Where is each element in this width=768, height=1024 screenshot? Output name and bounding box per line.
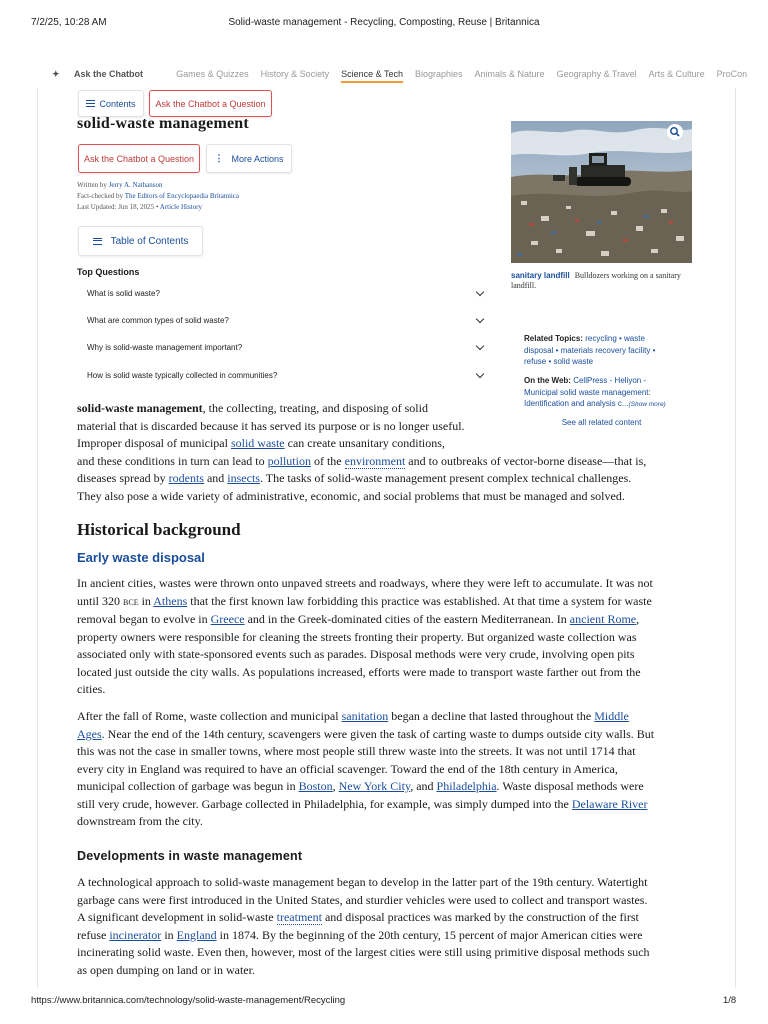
link-insects[interactable]: insects (227, 471, 260, 485)
link-england[interactable]: England (176, 927, 217, 942)
table-of-contents-label: Table of Contents (110, 235, 189, 247)
more-actions-label: More Actions (231, 153, 284, 164)
web-link2[interactable]: Municipal solid waste management: (524, 387, 651, 397)
question-item[interactable] (87, 316, 483, 325)
text-line (77, 708, 697, 726)
article-history-link[interactable]: Article History (159, 203, 202, 211)
caption-title[interactable]: sanitary landfill (511, 271, 570, 280)
related-topics-links1[interactable]: recycling • waste (585, 334, 645, 343)
intro-text: diseases spread by (77, 471, 169, 485)
intro-text: and (203, 471, 228, 485)
print-footer-url: https://www.britannica.com/technology/solid-waste-management/Recycling (31, 995, 346, 1006)
link-middle-ages[interactable]: Middle (594, 709, 629, 723)
last-updated-text: Last Updated: Jun 18, 2025 (77, 203, 155, 211)
question-text: Why is solid-waste management important? (87, 343, 243, 352)
intro-paragraph (77, 400, 692, 505)
text: . Near the end of the 14th century, scavengers were given the task of carting waste to dumps outside city walls. But (101, 726, 655, 741)
nav-chatbot-label: Ask the Chatbot (74, 69, 144, 79)
text-line: as open dumping on land or in water. (77, 962, 255, 977)
text-line (77, 611, 697, 629)
written-by-label: Written by (77, 181, 107, 189)
intro-text: Improper disposal of municipal (77, 436, 231, 450)
text: . Waste disposal methods were (496, 779, 644, 793)
intro-text: of the (310, 453, 345, 468)
link-greece[interactable]: Greece (210, 612, 245, 626)
nav-item-history[interactable]: History & Society (260, 69, 330, 79)
nav-item-games[interactable]: Games & Quizzes (176, 69, 249, 79)
intro-line (77, 470, 692, 488)
section-heading-historical: Historical background (77, 520, 241, 539)
text: and disposal practices was marked by the construction of the first (321, 910, 639, 924)
sparkle-icon: ✦ (52, 69, 63, 79)
meta-bullet: • (155, 203, 159, 211)
fact-checker-link[interactable]: The Editors of Encyclopaedia Britannica (124, 192, 239, 200)
text: began a decline that lasted throughout the (388, 709, 595, 723)
link-middle-ages-cont[interactable]: Ages (77, 726, 102, 741)
nav-item-science[interactable]: Science & Tech (341, 69, 403, 83)
text: in (138, 593, 154, 608)
top-navigation (52, 69, 759, 83)
print-datetime: 7/2/25, 10:28 AM (31, 17, 107, 28)
landfill-illustration (511, 121, 692, 263)
nav-item-biographies[interactable]: Biographies (415, 69, 463, 79)
last-updated (77, 203, 202, 211)
article-title: solid-waste management (77, 115, 249, 132)
paragraph-early-2 (77, 708, 697, 831)
related-topics-line1 (524, 333, 692, 345)
text-line (77, 796, 697, 814)
text: in 1874. By the beginning of the 20th century, 15 percent of major American cities were (216, 927, 643, 942)
contents-button[interactable] (78, 90, 144, 117)
text: that the first known law forbidding this practice was established. At that time a system for waste (187, 593, 652, 608)
intro-text: can create unsanitary conditions, (284, 436, 445, 450)
web-link3[interactable]: Identification and analysis c... (524, 399, 629, 408)
text-line: A technological approach to solid-waste management began to develop in the latter part of the 19th century. Watertight (77, 875, 648, 889)
text: refuse (77, 927, 110, 942)
text: municipal collection of garbage was begun in (77, 779, 299, 793)
text: , (636, 612, 640, 626)
author-link[interactable]: Jerry A. Nathanson (108, 181, 163, 189)
fact-checked-label: Fact-checked by (77, 192, 124, 200)
print-footer-page: 1/8 (723, 995, 737, 1006)
image-caption (511, 271, 693, 291)
text: , (332, 779, 339, 793)
intro-line (77, 453, 692, 471)
web-link1[interactable]: CellPress - Heliyon - (573, 376, 647, 385)
intro-text: and to outbreaks of vector-borne disease—that is, (405, 453, 647, 468)
intro-line: They also pose a wide variety of administrative, economic, and social problems that must be managed and solved. (77, 488, 625, 503)
text-line: incinerating solid waste. Even then, however, most of the largest cities were still using primitive disposal methods such (77, 945, 650, 959)
paragraph-developments (77, 874, 697, 979)
text: and in the Greek-dominated cities of the eastern Mediterranean. In (244, 612, 570, 626)
subsection-heading-developments: Developments in waste management (77, 849, 303, 863)
menu-icon (93, 238, 102, 245)
text-line (77, 778, 697, 796)
contents-label: Contents (99, 98, 136, 109)
nav-chatbot[interactable] (52, 69, 155, 83)
paragraph-early-1 (77, 575, 697, 699)
related-topics (524, 333, 692, 368)
nav-item-procon[interactable]: ProCon (716, 69, 748, 79)
intro-text: , the collecting, treating, and disposing of solid (202, 401, 428, 415)
intro-line (77, 435, 692, 453)
question-text: How is solid waste typically collected in communities? (87, 371, 278, 380)
see-all-related-link[interactable]: See all related content (561, 418, 642, 427)
intro-line (77, 400, 692, 418)
link-athens[interactable]: Athens (153, 593, 188, 608)
top-questions-title: Top Questions (77, 267, 140, 277)
link-environment[interactable]: environment (344, 453, 406, 468)
print-page-title: Solid-waste management - Recycling, Composting, Reuse | Britannica (228, 17, 540, 28)
intro-line: material that is discarded because it has served its purpose or is no longer useful. (77, 418, 465, 433)
menu-icon (86, 100, 95, 107)
link-incinerator[interactable]: incinerator (109, 927, 162, 942)
text: still very crude, however. Garbage collected in Philadelphia, for example, was simply dumped into the (77, 796, 572, 811)
text-line: every city in England was required to have an official scavenger. Toward the end of the 18th century in America, (77, 761, 618, 776)
landfill-image[interactable] (511, 121, 692, 263)
more-actions-button[interactable] (206, 144, 292, 173)
nav-item-geography[interactable]: Geography & Travel (556, 69, 637, 79)
text-line (77, 593, 697, 612)
question-item[interactable] (87, 371, 483, 380)
text-line: In ancient cities, wastes were thrown onto unpaved streets and roadways, where they were left to accumulate. It was not (77, 576, 653, 590)
link-ancient-rome[interactable]: ancient Rome (569, 612, 637, 626)
web-label: On the Web: (524, 376, 571, 385)
text: , and (410, 779, 437, 793)
link-delaware-river[interactable]: Delaware River (571, 796, 648, 811)
caption-text: Bulldozers working on a sanitary landfill. (511, 271, 681, 290)
related-topics-label: Related Topics: (524, 334, 583, 343)
chevron-down-icon (476, 288, 484, 296)
intro-text: . The tasks of solid-waste management present complex technical challenges. (259, 471, 632, 485)
question-text: What are common types of solid waste? (87, 316, 229, 325)
ask-chatbot-top-button[interactable]: Ask the Chatbot a Question (149, 90, 272, 117)
ask-chatbot-button[interactable]: Ask the Chatbot a Question (78, 144, 200, 173)
link-new-york-city[interactable]: New York City (338, 779, 411, 793)
text: until 320 (77, 593, 124, 608)
kebab-icon: ⋮ (214, 153, 224, 163)
question-text: What is solid waste? (87, 289, 160, 298)
written-by (77, 181, 162, 189)
zoom-icon[interactable] (667, 124, 683, 140)
chevron-down-icon (476, 342, 484, 350)
era-abbrev: bce (123, 595, 139, 608)
text-line: this was not the case in smaller towns, where most people still threw waste into the streets. It was not until 1714 that (77, 744, 636, 758)
link-pollution[interactable]: pollution (267, 453, 311, 468)
text: A significant development in solid-waste (77, 910, 277, 924)
text: After the fall of Rome, waste collection and municipal (77, 709, 342, 723)
text: in (161, 927, 177, 942)
link-rodents[interactable]: rodents (168, 471, 204, 485)
text-line (77, 927, 697, 945)
question-item[interactable] (87, 289, 483, 298)
subsection-heading-early: Early waste disposal (77, 550, 205, 565)
text-line: garbage cans were first introduced in the United States, and sturdier vehicles were used to collect and transport wastes. (77, 892, 648, 907)
link-sanitation[interactable]: sanitation (341, 709, 389, 723)
text-line: associated only with state-sponsored events such as parades. Disposal methods were very crude, involving open pits (77, 647, 635, 661)
text-line: located just outside the city walls. As populations increased, efforts were made to transport waste farther out from the (77, 664, 641, 679)
fact-checked-by (77, 192, 239, 200)
question-item[interactable] (87, 343, 483, 352)
nav-item-arts[interactable]: Arts & Culture (648, 69, 705, 79)
text-line: cities. (77, 682, 106, 696)
link-treatment[interactable]: treatment (276, 910, 322, 924)
chevron-down-icon (476, 370, 484, 378)
table-of-contents-button[interactable] (78, 226, 203, 256)
text-line: downstream from the city. (77, 814, 203, 828)
link-boston[interactable]: Boston (298, 779, 333, 793)
related-topics-links2[interactable]: disposal • materials recovery facility • (524, 345, 656, 355)
intro-text: and these conditions in turn can lead to (77, 453, 268, 468)
link-solid-waste[interactable]: solid waste (230, 436, 285, 450)
text: removal began to evolve in (77, 612, 211, 626)
text-line: property owners were responsible for cleaning the streets fronting their property. But organized waste collection was (77, 629, 637, 644)
link-philadelphia[interactable]: Philadelphia (436, 779, 497, 793)
intro-term: solid-waste management (77, 401, 203, 415)
web-line1-row (524, 375, 692, 387)
text-line (77, 726, 697, 744)
text-line (77, 909, 697, 927)
show-more-link[interactable]: (Show more) (628, 401, 666, 408)
related-topics-links3[interactable]: refuse • solid waste (524, 357, 594, 366)
nav-item-animals[interactable]: Animals & Nature (474, 69, 545, 79)
chevron-down-icon (476, 315, 484, 323)
